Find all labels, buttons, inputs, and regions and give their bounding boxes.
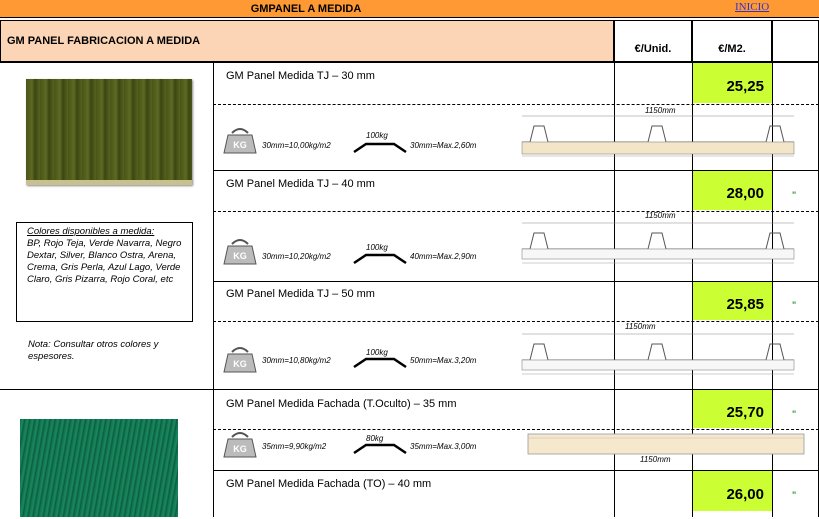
load-spec: 100kg xyxy=(366,348,388,357)
section-title: GM PANEL FABRICACION A MEDIDA xyxy=(0,20,614,62)
max-span-spec: 40mm=Max.2,90m xyxy=(410,252,477,261)
load-span-icon xyxy=(352,251,408,265)
load-spec: 100kg xyxy=(366,131,388,140)
product-name: GM Panel Medida Fachada (T.Oculto) – 35 mm xyxy=(226,398,457,410)
colors-box xyxy=(16,222,193,322)
product-name: GM Panel Medida TJ – 50 mm xyxy=(226,288,375,300)
colors-title: Colores disponibles a medida: xyxy=(27,226,155,237)
note-text: Nota: Consultar otros colores y espesores. xyxy=(28,339,159,362)
kg-weight-icon xyxy=(222,344,258,374)
col-header-m2: €/M2. xyxy=(692,20,772,62)
panel-width-label: 1150mm xyxy=(645,211,676,220)
load-span-icon xyxy=(352,355,408,369)
weight-spec: 35mm=9,90kg/m2 xyxy=(262,442,327,451)
load-spec: 100kg xyxy=(366,243,388,252)
page-title: GMPANEL A MEDIDA xyxy=(250,3,362,15)
row-dashed-divider xyxy=(213,211,819,212)
ditto-mark: " xyxy=(792,190,797,200)
kg-weight-icon xyxy=(222,429,258,459)
price-m2: 25,85 xyxy=(693,282,772,320)
kg-weight-icon xyxy=(222,236,258,266)
load-span-icon xyxy=(352,140,408,154)
product-name: GM Panel Medida Fachada (TO) – 40 mm xyxy=(226,478,432,490)
price-m2: 25,25 xyxy=(693,63,772,103)
home-link[interactable]: INICIO xyxy=(735,1,770,13)
ditto-mark: " xyxy=(792,409,797,419)
load-span-icon xyxy=(352,441,408,455)
product-name: GM Panel Medida TJ – 40 mm xyxy=(226,178,375,190)
panel-width-label: 1150mm xyxy=(640,455,671,464)
max-span-spec: 50mm=Max.3,20m xyxy=(410,356,477,365)
ditto-mark: " xyxy=(792,300,797,310)
facade-panel-profile-drawing xyxy=(510,430,810,458)
svg-text:KG: KG xyxy=(233,359,247,369)
svg-text:KG: KG xyxy=(233,251,247,261)
price-m2: 28,00 xyxy=(693,171,772,210)
row-dashed-divider xyxy=(213,321,819,322)
panel-profile-drawing xyxy=(510,112,806,162)
weight-spec: 30mm=10,00kg/m2 xyxy=(262,141,331,150)
weight-spec: 30mm=10,20kg/m2 xyxy=(262,252,331,261)
panel-width-label: 1150mm xyxy=(645,106,676,115)
max-span-spec: 30mm=Max.2,60m xyxy=(410,141,477,150)
grid-divider xyxy=(213,62,214,517)
svg-text:KG: KG xyxy=(233,140,247,150)
colors-list: BP, Rojo Teja, Verde Navarra, Negro Dextar, Silver, Blanco Ostra, Arena, Crema, Gris Perla, Azul Lago, Verde Claro, Gris Pizarra, Rojo Coral, etc xyxy=(27,238,182,285)
weight-spec: 30mm=10,80kg/m2 xyxy=(262,356,331,365)
product-name: GM Panel Medida TJ – 30 mm xyxy=(226,70,375,82)
col-header-extra xyxy=(772,20,819,62)
svg-text:KG: KG xyxy=(233,444,247,454)
top-bar xyxy=(0,0,819,18)
load-spec: 80kg xyxy=(366,434,384,443)
green-corrugated-panel-image xyxy=(26,79,192,185)
price-m2: 26,00 xyxy=(693,471,772,511)
green-facade-panel-image xyxy=(20,419,178,517)
col-header-unit: €/Unid. xyxy=(614,20,692,62)
price-m2: 25,70 xyxy=(693,390,772,428)
panel-profile-drawing xyxy=(510,330,806,380)
max-span-spec: 35mm=Max.3,00m xyxy=(410,442,477,451)
ditto-mark: " xyxy=(792,490,797,500)
row-dashed-divider xyxy=(213,104,819,105)
panel-width-label: 1150mm xyxy=(625,322,656,331)
kg-weight-icon xyxy=(222,125,258,155)
panel-profile-drawing xyxy=(510,219,806,269)
